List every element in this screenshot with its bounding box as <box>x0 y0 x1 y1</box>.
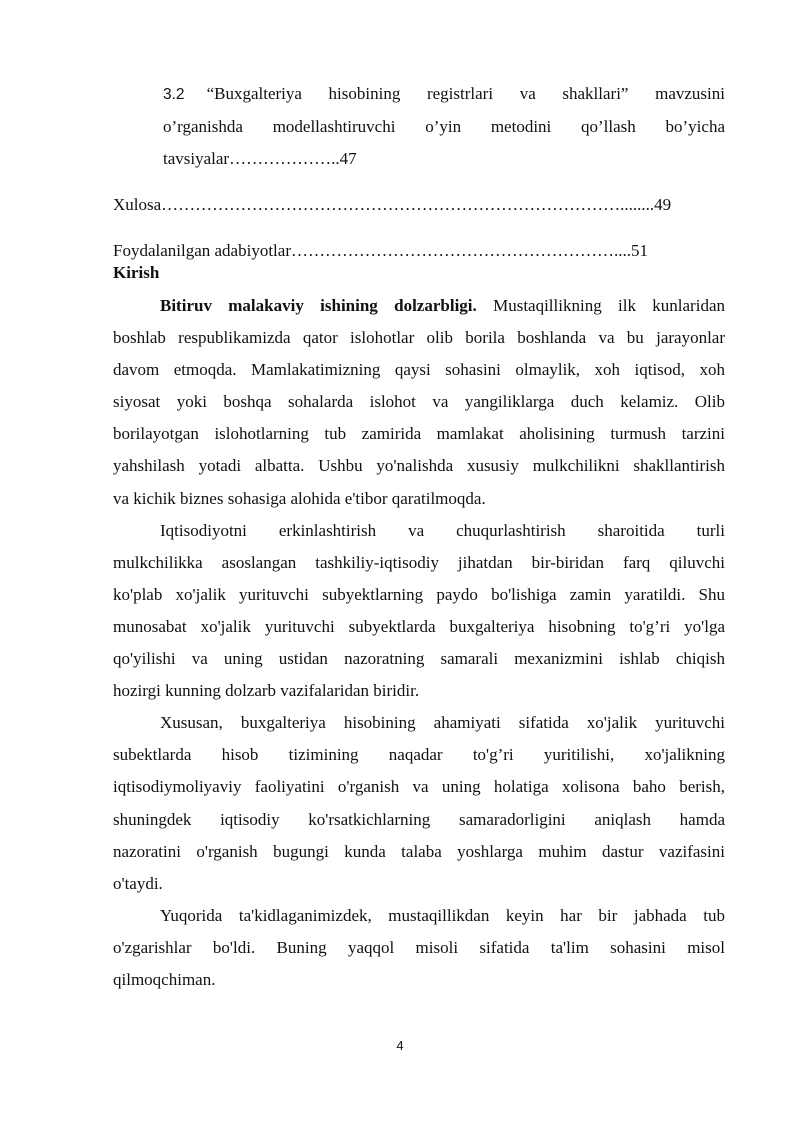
paragraph-line: borilayotgan islohotlarning tub zamirida mamlakat aholisining turmush tarzini <box>113 424 725 444</box>
toc-entry-xulosa: Xulosa………………………………………………………………………........49 <box>113 195 672 214</box>
section-heading: Kirish <box>113 263 160 282</box>
paragraph-line: boshlab respublikamizda qator islohotlar olib borila boshlanda va bu jarayonlar <box>113 328 725 348</box>
paragraph-line: subektlarda hisob tizimining naqadar to'g’ri yuritilishi, xo'jalikning <box>113 745 725 765</box>
paragraph-3 <box>113 707 725 900</box>
paragraph-line: Xususan, buxgalteriya hisobining ahamiyati sifatida xo'jalik yurituvchi <box>160 713 725 733</box>
paragraph-line: davom etmoqda. Mamlakatimizning qaysi sohasini olmaylik, xoh iqtisod, xoh <box>113 360 725 380</box>
paragraph-line: qilmoqchiman. <box>113 969 216 989</box>
toc-entry-adabiyotlar: Foydalanilgan adabiyotlar…………………………………………………....51 <box>113 241 648 260</box>
toc-entry-number: 3.2 <box>163 86 185 103</box>
paragraph-line: va kichik biznes sohasiga alohida e'tibor qaratilmoqda. <box>113 488 486 508</box>
paragraph-line: Bitiruv malakaviy ishining dolzarbligi. Mustaqillikning ilk kunlaridan <box>160 296 725 315</box>
paragraph-line: ko'plab xo'jalik yurituvchi subyektlarning paydo bo'lishiga zamin yaratildi. Shu <box>113 584 725 604</box>
toc-entry-3-2-line-2: o’rganishda modellashtiruvchi o’yin metodini qo’llash bo’yicha <box>163 117 725 136</box>
paragraph-line: siyosat yoki boshqa sohalarda islohot va yangiliklarga duch kelamiz. Olib <box>113 392 725 412</box>
body-text <box>113 290 725 996</box>
toc-entry-3-2-line-3: tavsiyalar………………..47 <box>163 149 357 168</box>
paragraph-4 <box>113 900 725 996</box>
paragraph-line: nazoratini o'rganish bugungi kunda talaba yoshlarga muhim dastur vazifasini <box>113 841 725 861</box>
paragraph-line: qo'yilishi va uning ustidan nazoratning samarali mexanizmini ishlab chiqish <box>113 649 725 669</box>
paragraph-2 <box>113 515 725 708</box>
paragraph-1 <box>113 290 725 515</box>
paragraph-line: hozirgi kunning dolzarb vazifalaridan biridir. <box>113 681 420 701</box>
paragraph-line: yahshilash yotadi albatta. Ushbu yo'nalishda xususiy mulkchilikni shakllantirish <box>113 456 725 476</box>
toc-entry-3-2 <box>163 78 725 175</box>
toc-entry-3-2-line-1: 3.2 “Buxgalteriya hisobining registrlari va shakllari” mavzusini <box>163 84 725 103</box>
paragraph-line: o'taydi. <box>113 873 163 893</box>
paragraph-line: iqtisodiymoliyaviy faoliyatini o'rganish va uning holatiga xolisona baho berish, <box>113 777 725 797</box>
paragraph-line: o'zgarishlar bo'ldi. Buning yaqqol misoli sifatida ta'lim sohasini misol <box>113 937 725 957</box>
page-number: 4 <box>396 1038 404 1053</box>
paragraph-line: Iqtisodiyotni erkinlashtirish va chuqurlashtirish sharoitida turli <box>160 520 725 540</box>
paragraph-lead: Bitiruv malakaviy ishining dolzarbligi. <box>160 296 477 315</box>
paragraph-line: Yuqorida ta'kidlaganimizdek, mustaqillikdan keyin har bir jabhada tub <box>160 905 725 925</box>
paragraph-line: mulkchilikka asoslangan tashkiliy-iqtisodiy jihatdan bir-biridan farq qiluvchi <box>113 552 725 572</box>
paragraph-line: munosabat xo'jalik yurituvchi subyektlarda buxgalteriya hisobning to'g’ri yo'lga <box>113 616 725 636</box>
paragraph-line: shuningdek iqtisodiy ko'rsatkichlarning samaradorligini aniqlash hamda <box>113 809 725 829</box>
